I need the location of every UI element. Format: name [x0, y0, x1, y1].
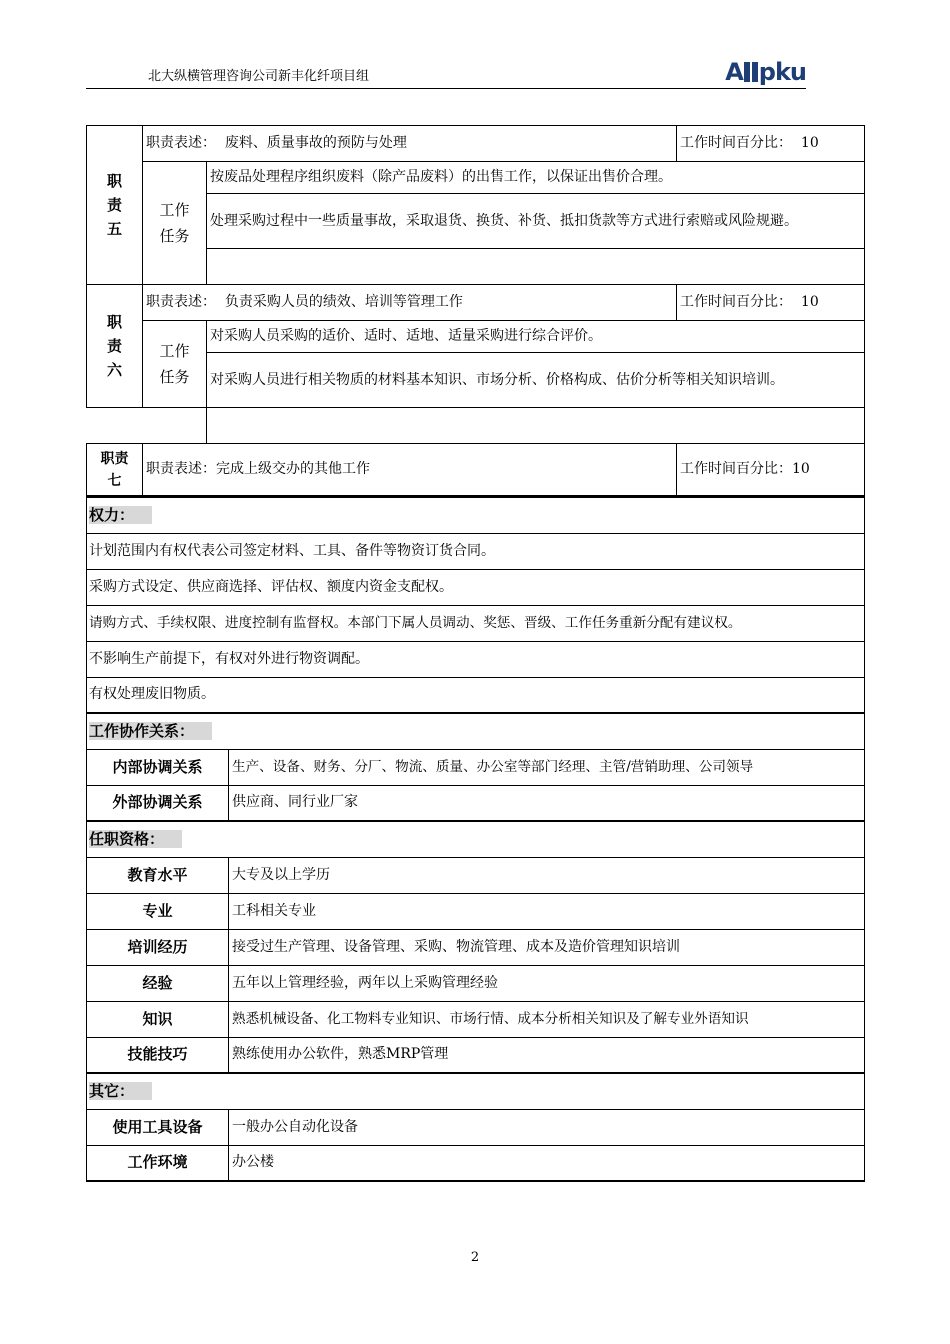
other-label: 工作环境: [87, 1145, 229, 1181]
authority-title: 权力：: [87, 497, 865, 533]
duty5-task-label: 工作 任务: [143, 162, 207, 285]
qualification-title: 任职资格：: [87, 821, 865, 857]
duty7-desc: 职责表述：完成上级交办的其他工作: [143, 444, 677, 496]
qualification-value: 接受过生产管理、设备管理、采购、物流管理、成本及造价管理知识培训: [229, 929, 865, 965]
duty7-label: 职责 七: [87, 444, 143, 496]
qualification-value: 大专及以上学历: [229, 857, 865, 893]
page-number: 2: [470, 1250, 480, 1265]
qualification-value: 五年以上管理经验，两年以上采购管理经验: [229, 965, 865, 1001]
duty7-pct: 工作时间百分比：10: [677, 444, 865, 496]
qualification-label: 技能技巧: [87, 1037, 229, 1073]
qualification-value: 工科相关专业: [229, 893, 865, 929]
qualification-value: 熟练使用办公软件，熟悉MRP管理: [229, 1037, 865, 1073]
duty6-pct: 工作时间百分比： 10: [677, 285, 865, 321]
spacer-left: [86, 408, 206, 444]
duty5-table: [86, 125, 865, 285]
relations-value: 供应商、同行业厂家: [229, 785, 865, 821]
qualification-label: 专业: [87, 893, 229, 929]
duty6-desc: 职责表述： 负责采购人员的绩效、培训等管理工作: [143, 285, 677, 321]
qualification-label: 培训经历: [87, 929, 229, 965]
qualification-label: 教育水平: [87, 857, 229, 893]
duty6-task-2: 对采购人员进行相关物质的材料基本知识、市场分析、价格构成、估价分析等相关知识培训。: [207, 353, 865, 408]
duty6-label: 职 责 六: [87, 285, 143, 408]
relations-title: 工作协作关系：: [87, 713, 865, 749]
qualification-label: 经验: [87, 965, 229, 1001]
relations-label: 内部协调关系: [87, 749, 229, 785]
duty5-task-2: 处理采购过程中一些质量事故，采取退货、换货、补货、抵扣货款等方式进行索赔或风险规避。: [207, 194, 865, 249]
details-table: [86, 496, 865, 1182]
authority-item: 采购方式设定、供应商选择、评估权、额度内资金支配权。: [87, 569, 865, 605]
duty7-table: [86, 443, 865, 496]
duty6-table: [86, 284, 865, 408]
authority-item: 请购方式、手续权限、进度控制有监督权。本部门下属人员调动、奖惩、晋级、工作任务重新分配有建议权。: [87, 605, 865, 641]
page-header: [86, 60, 806, 89]
other-value: 办公楼: [229, 1145, 865, 1181]
relations-value: 生产、设备、财务、分厂、物流、质量、办公室等部门经理、主管/营销助理、公司领导: [229, 749, 865, 785]
duty6-task-label: 工作 任务: [143, 321, 207, 408]
qualification-label: 知识: [87, 1001, 229, 1037]
duty5-desc: 职责表述： 废料、质量事故的预防与处理: [143, 126, 677, 162]
duty5-label: 职 责 五: [87, 126, 143, 285]
relations-label: 外部协调关系: [87, 785, 229, 821]
duty6-spacer: [86, 407, 865, 444]
duty5-task-1: 按废品处理程序组织废料（除产品废料）的出售工作，以保证出售价合理。: [207, 162, 865, 194]
company-logo: A pku: [725, 58, 806, 86]
header-org: 北大纵横管理咨询公司新丰化纤项目组: [148, 69, 370, 84]
other-value: 一般办公自动化设备: [229, 1109, 865, 1145]
duty5-pct: 工作时间百分比： 10: [677, 126, 865, 162]
authority-item: 有权处理废旧物质。: [87, 677, 865, 713]
qualification-value: 熟悉机械设备、化工物料专业知识、市场行情、成本分析相关知识及了解专业外语知识: [229, 1001, 865, 1037]
duty6-task-1: 对采购人员采购的适价、适时、适地、适量采购进行综合评价。: [207, 321, 865, 353]
other-label: 使用工具设备: [87, 1109, 229, 1145]
spacer-right: [206, 408, 864, 444]
authority-item: 计划范围内有权代表公司签定材料、工具、备件等物资订货合同。: [87, 533, 865, 569]
other-title: 其它：: [87, 1073, 865, 1109]
duty5-task-empty: [207, 249, 865, 285]
authority-item: 不影响生产前提下，有权对外进行物资调配。: [87, 641, 865, 677]
